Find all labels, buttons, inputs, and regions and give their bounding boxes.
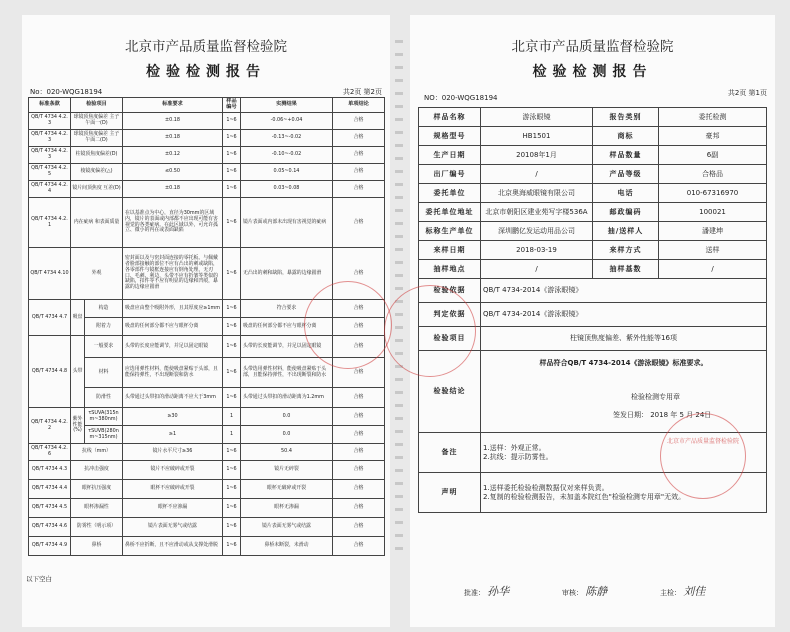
table-row [29, 198, 385, 248]
result-cell: 无凸出的刺和缺陷，暴露的边缘圆滑 [241, 248, 333, 300]
sample-no-cell: 1~6 [223, 147, 241, 164]
clause-cell: QB/T 4734 4.2.2 [29, 408, 71, 444]
sample-no-cell: 1~6 [223, 499, 241, 518]
phone-value: 010-67316970 [659, 184, 767, 203]
page-indicator: 共2页 第1页 [727, 89, 767, 97]
table-row [29, 147, 385, 164]
sample-no-cell: 1~6 [223, 537, 241, 556]
field-label: 商标 [593, 127, 659, 146]
subitem-cell: 一般要求 [85, 336, 123, 358]
subitem-cell: 材料 [85, 358, 123, 388]
clause-cell: QB/T 4734 4.2.4 [29, 181, 71, 198]
requirement-cell: 鼻桥不应折断，且不应滑动或从支撑处滑脱 [123, 537, 223, 556]
approve-label: 批准： [464, 589, 485, 597]
result-cell: 符合要求 [241, 300, 333, 318]
result-cell: 眼杯无渗漏 [241, 499, 333, 518]
requirement-cell: 头带通过头带扣的滑动距离不应大于3mm [123, 388, 223, 408]
conclusion-cell: 合格 [333, 537, 385, 556]
subitem-cell: τSUVA(315nm~380nm) [85, 408, 123, 426]
clause-cell: QB/T 4734 4.2.3 [29, 130, 71, 147]
field-label: 标称生产单位 [419, 222, 481, 241]
conclusion-cell: 合格 [333, 461, 385, 480]
requirement-cell: ≥30 [123, 408, 223, 426]
field-label: 抽样基数 [593, 260, 659, 279]
table-row [29, 499, 385, 518]
requirement-cell: 应选用弹性材料，能使吸盘紧贴于头部，且能保持弹性，不出现断裂和防水 [123, 358, 223, 388]
result-cell: 头带通过头带扣的滑动距离为1.2mm [241, 388, 333, 408]
inspection-seal [660, 413, 746, 499]
field-label: 规格型号 [419, 127, 481, 146]
seam-stamp [384, 285, 476, 377]
seal-label: 检验检测专用章 [631, 393, 680, 401]
table-row [419, 146, 767, 165]
item-cell: 棱镜度偏差(△) [71, 164, 123, 181]
item-cell: 抗线（mm） [71, 444, 123, 461]
sampling-site-value: / [481, 260, 593, 279]
clause-cell: QB/T 4734 4.3 [29, 461, 71, 480]
field-label: 出厂编号 [419, 165, 481, 184]
result-cell: 吸盘的任何部分都不应与眼杯分离 [241, 318, 333, 336]
report-title: 检验检测报告 [532, 64, 653, 80]
table-row [419, 279, 767, 303]
factory-no-value: / [481, 165, 593, 184]
conclusion-cell: 合格 [333, 130, 385, 147]
subitem-cell: 防滑性 [85, 388, 123, 408]
requirement-cell: ±0.18 [123, 181, 223, 198]
sample-no-cell: 1~6 [223, 130, 241, 147]
field-label: 邮政编码 [593, 203, 659, 222]
conclusion-cell: 合格 [333, 300, 385, 318]
field-label: 报告类别 [593, 108, 659, 127]
requirement-cell: ±0.18 [123, 113, 223, 130]
field-label: 样品名称 [419, 108, 481, 127]
result-cell: 50.4 [241, 444, 333, 461]
conclusion-cell: 合格 [333, 426, 385, 444]
requirement-cell: 吸盘应由整个吸附外形，且其厚度应≥1mm [123, 300, 223, 318]
remark-line: 2.抗线：提示防雾性。 [483, 452, 553, 461]
table-row [29, 537, 385, 556]
sample-no-cell: 1~6 [223, 300, 241, 318]
test-items-value: 柱镜顶焦度偏差、紫外性能等16项 [481, 327, 767, 351]
arrival-method-value: 送样 [659, 241, 767, 260]
sample-no-cell: 1~6 [223, 358, 241, 388]
grade-value: 合格品 [659, 165, 767, 184]
conclusion-cell: 合格 [333, 388, 385, 408]
production-date-value: 20108年1月 [481, 146, 593, 165]
table-row [419, 184, 767, 203]
header-cell: 样品编号 [223, 98, 241, 113]
requirement-cell: ≤0.50 [123, 164, 223, 181]
clause-cell: QB/T 4734 4.9 [29, 537, 71, 556]
field-label: 检验依据 [419, 279, 481, 303]
inspector-signature [660, 583, 705, 599]
conclusion-cell: 合格 [333, 499, 385, 518]
judgement-basis-value: QB/T 4734-2014《游泳眼镜》 [481, 303, 767, 327]
requirement-cell: 镜片水平尺寸≥36 [123, 444, 223, 461]
sample-no-cell: 1~6 [223, 113, 241, 130]
clause-cell: QB/T 4734 4.2.3 [29, 113, 71, 130]
subitem-cell: 构造 [85, 300, 123, 318]
sample-no-cell: 1~6 [223, 388, 241, 408]
report-type-value: 委托检测 [659, 108, 767, 127]
field-label: 抽样地点 [419, 260, 481, 279]
field-label: 抽/送样人 [593, 222, 659, 241]
sample-name-value: 游泳眼镜 [481, 108, 593, 127]
clause-cell: QB/T 4734 4.2.6 [29, 444, 71, 461]
item-cell: 吸盘 [71, 300, 85, 336]
item-cell: 防雾性（明示项） [71, 518, 123, 537]
conclusion-cell: 合格 [333, 336, 385, 358]
table-row [419, 222, 767, 241]
approver-sign: 孙华 [487, 585, 510, 598]
clause-cell: QB/T 4734 4.2.3 [29, 147, 71, 164]
postcode-value: 100021 [659, 203, 767, 222]
table-row [29, 164, 385, 181]
result-cell: 镜片表面或内部未出现有害视觉的疵病 [241, 198, 333, 248]
requirement-cell: ±0.12 [123, 147, 223, 164]
report-title: 检验检测报告 [146, 64, 266, 80]
item-cell: 镜片间顶焦度 互差(D) [71, 181, 123, 198]
field-label: 来样日期 [419, 241, 481, 260]
requirement-cell: 吸盘的任何部分都不应与眼杯分离 [123, 318, 223, 336]
arrival-date-value: 2018-03-19 [481, 241, 593, 260]
conclusion-cell: 合格 [333, 164, 385, 181]
item-cell: 紫外性能(%) [71, 408, 85, 444]
model-value: HB1501 [481, 127, 593, 146]
clause-cell: QB/T 4734 4.10 [29, 248, 71, 300]
requirement-cell: 密封面以及与密封面连接的零托板、与佩戴者脸部接触的部位不应有凸出的刺或缺陷，各零部件与镜框连接应有倒角处理，无刃口、毛刺、利边，头带不应有折皱等类似的缺陷，扣件等不应有明显的边缘和凹痕，暴露的边缘应圆滑 [123, 248, 223, 300]
field-label: 备注 [419, 433, 481, 473]
remark-line: 1.送样：外观正常。 [483, 443, 546, 452]
sample-no-cell: 1~6 [223, 318, 241, 336]
clause-cell: QB/T 4734 4.4 [29, 480, 71, 499]
conclusion-cell: 合格 [333, 518, 385, 537]
field-label: 电话 [593, 184, 659, 203]
sample-no-cell: 1 [223, 426, 241, 444]
result-cell: -0.06~+0.04 [241, 113, 333, 130]
report-page-1 [410, 15, 775, 627]
trademark-value: 豪邦 [659, 127, 767, 146]
sample-no-cell: 1~6 [223, 336, 241, 358]
reviewer-sign: 陈静 [585, 585, 608, 598]
item-cell: 抗冲击强度 [71, 461, 123, 480]
field-label: 声明 [419, 473, 481, 513]
result-cell: 0.0 [241, 408, 333, 426]
manufacturer-value: 深圳鹏亿发运动用品公司 [481, 222, 593, 241]
conclusion-cell: 合格 [333, 181, 385, 198]
item-cell: 内在疵病 和表面质量 [71, 198, 123, 248]
requirement-cell: 在以基准点为中心，直径为30mm的区域内，镜片的表面或内部都不应出现可能有害视觉的各类疵病。在此区域以外，可允许孤立、微小的内在或表面缺陷 [123, 198, 223, 248]
approver-signature [464, 583, 509, 599]
table-row [419, 108, 767, 127]
issue-date: 签发日期： 2018 年 5 月 24日 [613, 411, 712, 419]
requirement-cell: 眼杯不应渗漏 [123, 499, 223, 518]
result-cell: 眼杯无破碎或开裂 [241, 480, 333, 499]
statement-line: 2.复制的检验检测报告，未加盖本院红色"检验检测专用章"无效。 [483, 492, 686, 501]
sample-no-cell: 1~6 [223, 518, 241, 537]
result-cell: 镜片表面无雾气或结露 [241, 518, 333, 537]
item-cell: 鼻桥 [71, 537, 123, 556]
report-page-2 [22, 15, 390, 627]
table-row [29, 480, 385, 499]
header-cell: 实测结果 [241, 98, 333, 113]
header-cell: 检验项目 [71, 98, 123, 113]
item-cell: 柱镜顶焦度偏差(D) [71, 147, 123, 164]
report-number: NO：020-WQG18194 [424, 94, 498, 102]
sample-no-cell: 1~6 [223, 248, 241, 300]
conclusion-text: 样品符合QB/T 4734-2014《游泳眼镜》标准要求。 [539, 359, 708, 367]
table-row [29, 113, 385, 130]
result-cell: 0.03~0.08 [241, 181, 333, 198]
client-value: 北京奥海威眼镜有限公司 [481, 184, 593, 203]
sampling-base-value: / [659, 260, 767, 279]
field-label: 检验结论 [419, 351, 481, 433]
header-cell: 标准条款 [29, 98, 71, 113]
table-row [419, 165, 767, 184]
result-cell: 鼻桥未断裂，未滑动 [241, 537, 333, 556]
field-label: 委托单位地址 [419, 203, 481, 222]
field-label: 来样方式 [593, 241, 659, 260]
clause-cell: QB/T 4734 4.6 [29, 518, 71, 537]
item-cell: 头带 [71, 336, 85, 408]
seal-text: 北京市产品质量监督检验院 [666, 438, 739, 445]
sample-qty-value: 6副 [659, 146, 767, 165]
conclusion-cell: 合格 [333, 248, 385, 300]
sample-no-cell: 1 [223, 408, 241, 426]
result-cell: 0.0 [241, 426, 333, 444]
field-label: 委托单位 [419, 184, 481, 203]
field-label: 产品等级 [593, 165, 659, 184]
result-cell: -0.10~-0.02 [241, 147, 333, 164]
table-row [419, 260, 767, 279]
conclusion-cell: 合格 [333, 198, 385, 248]
sample-no-cell: 1~6 [223, 480, 241, 499]
table-header [29, 98, 385, 113]
field-label: 样品数量 [593, 146, 659, 165]
item-cell: 眼杯抗压强度 [71, 480, 123, 499]
header-cell: 标准要求 [123, 98, 223, 113]
institute-name: 北京市产品质量监督检验院 [511, 39, 674, 55]
conclusion-cell: 合格 [333, 318, 385, 336]
main-label: 主检： [660, 589, 681, 597]
conclusion-cell: 合格 [333, 147, 385, 164]
conclusion-cell: 合格 [333, 408, 385, 426]
table-row [29, 518, 385, 537]
result-cell: 镜片无碎裂 [241, 461, 333, 480]
field-label: 判定依据 [419, 303, 481, 327]
item-cell: 球镜顶焦度偏差 主子午面一(D) [71, 113, 123, 130]
requirement-cell: ±0.18 [123, 130, 223, 147]
requirement-cell: 镜片表面无雾气或结露 [123, 518, 223, 537]
clause-cell: QB/T 4734 4.5 [29, 499, 71, 518]
sender-value: 潘建坤 [659, 222, 767, 241]
table-row [29, 444, 385, 461]
statement-line: 1.送样委托检验检测数据仅对来样负责。 [483, 483, 609, 492]
clause-cell: QB/T 4734 4.8 [29, 336, 71, 408]
client-address-value: 北京市朝阳区建业苑写字楼536A [481, 203, 593, 222]
requirement-cell: 镜片不应破碎或开裂 [123, 461, 223, 480]
table-row [29, 408, 385, 426]
table-row [29, 461, 385, 480]
field-label: 检验项目 [419, 327, 481, 351]
review-label: 审核： [562, 589, 583, 597]
result-cell: 头带的长度能调节，并足以固定眼镜 [241, 336, 333, 358]
table-row [419, 127, 767, 146]
conclusion-cell: 合格 [333, 480, 385, 499]
conclusion-cell: 合格 [333, 444, 385, 461]
institute-stamp [304, 281, 392, 369]
table-row [419, 203, 767, 222]
item-cell: 球镜顶焦度偏差 主子午面二(D) [71, 130, 123, 147]
report-number: No：020-WQG18194 [30, 88, 103, 96]
subitem-cell: τSUVB(280nm~315nm) [85, 426, 123, 444]
requirement-cell: ≥1 [123, 426, 223, 444]
sample-no-cell: 1~6 [223, 461, 241, 480]
sample-no-cell: 1~6 [223, 198, 241, 248]
item-cell: 外观 [71, 248, 123, 300]
result-cell: -0.13~-0.02 [241, 130, 333, 147]
conclusion-cell: 合格 [333, 358, 385, 388]
sample-no-cell: 1~6 [223, 444, 241, 461]
table-row [419, 241, 767, 260]
sample-no-cell: 1~6 [223, 181, 241, 198]
subitem-cell: 附着力 [85, 318, 123, 336]
header-cell: 单项结论 [333, 98, 385, 113]
requirement-cell: 眼杯不应破碎或开裂 [123, 480, 223, 499]
end-note: 以下空白 [26, 575, 52, 583]
reviewer-signature [562, 583, 607, 599]
clause-cell: QB/T 4734 4.7 [29, 300, 71, 336]
result-cell: 头带选用弹性材料，能使吸盘紧贴于头部，且能保持弹性，不出现断裂和防水 [241, 358, 333, 388]
clause-cell: QB/T 4734 4.2.5 [29, 164, 71, 181]
inspector-sign: 刘佳 [683, 585, 706, 598]
conclusion-cell: 合格 [333, 113, 385, 130]
test-basis-value: QB/T 4734-2014《游泳眼镜》 [481, 279, 767, 303]
field-label: 生产日期 [419, 146, 481, 165]
requirement-cell: 头带的长度应能调节，并足以固定眼镜 [123, 336, 223, 358]
result-cell: 0.05~0.14 [241, 164, 333, 181]
page-indicator: 共2页 第2页 [342, 88, 382, 96]
sample-no-cell: 1~6 [223, 164, 241, 181]
clause-cell: QB/T 4734 4.2.1 [29, 198, 71, 248]
item-cell: 眼杯渗漏性 [71, 499, 123, 518]
institute-name: 北京市产品质量监督检验院 [125, 39, 287, 55]
table-row [29, 181, 385, 198]
table-row [29, 130, 385, 147]
